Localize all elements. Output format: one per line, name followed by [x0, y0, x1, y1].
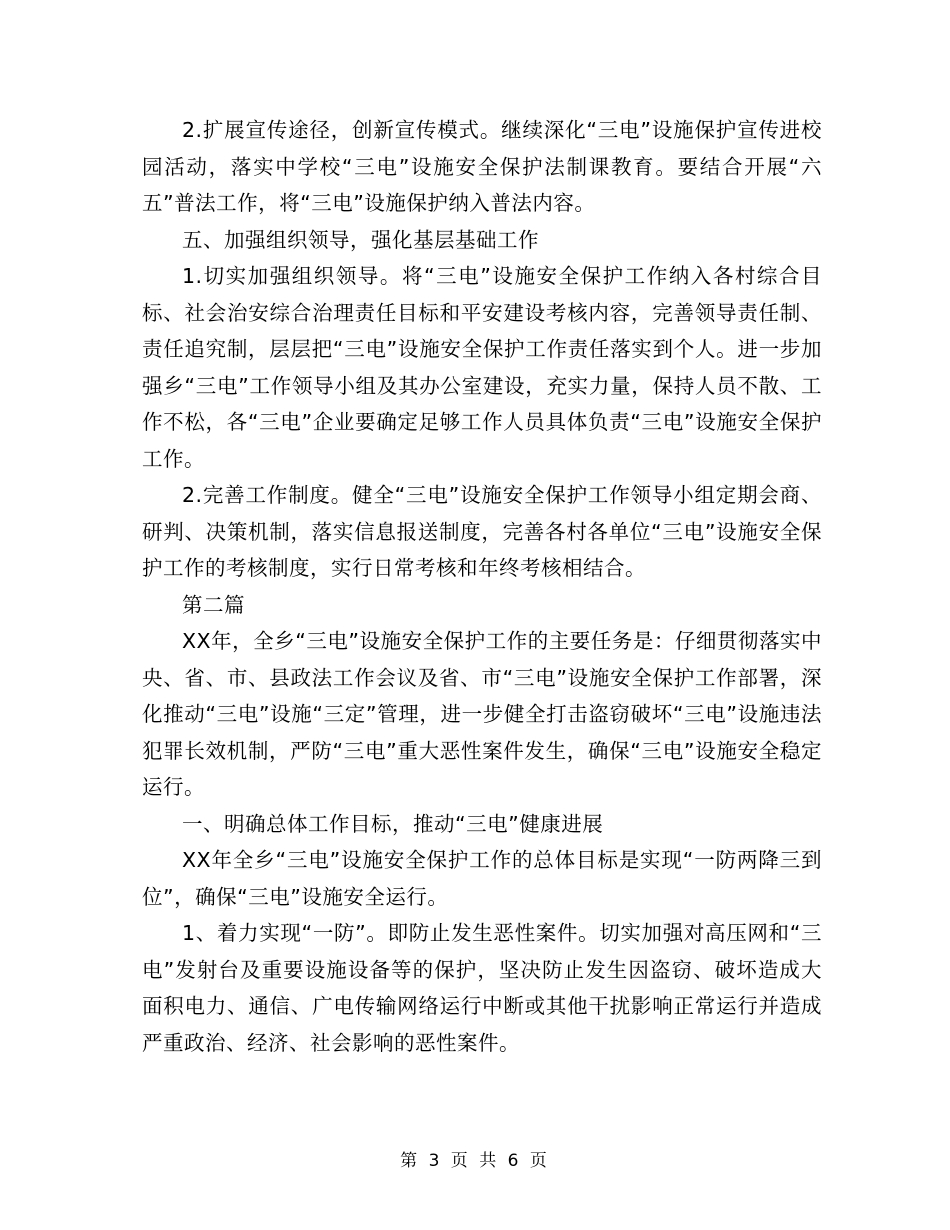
document-body — [142, 112, 822, 1061]
paragraph-publicity: 2.扩展宣传途径，创新宣传模式。继续深化“三电”设施保护宣传进校园活动，落实中学校“三电”设施安全保护法制课教育。要结合开展“六五”普法工作，将“三电”设施保护纳入普法内容。 — [142, 118, 822, 215]
paragraph-work-system: 2.完善工作制度。健全“三电”设施安全保护工作领导小组定期会商、研判、决策机制，落实信息报送制度，完善各村各单位“三电”设施安全保护工作的考核制度，实行日常考核和年终考核相结合。 — [142, 483, 822, 580]
paragraph-overall-goal: XX年全乡“三电”设施安全保护工作的总体目标是实现“一防两降三到位”，确保“三电”设施安全运行。 — [142, 848, 822, 909]
heading-section-five: 五、加强组织领导，强化基层基础工作 — [182, 227, 539, 252]
heading-section-one: 一、明确总体工作目标，推动“三电”健康进展 — [182, 811, 604, 836]
heading-part-two: 第二篇 — [182, 592, 245, 617]
paragraph-main-tasks: XX年，全乡“三电”设施安全保护工作的主要任务是：仔细贯彻落实中央、省、市、县政法工作会议及省、市“三电”设施安全保护工作部署，深化推动“三电”设施“三定”管理，进一步健全打击盗窃破坏“三电”设施违法犯罪长效机制，严防“三电”重大恶性案件发生，确保“三电”设施安全稳定运行。 — [142, 629, 822, 799]
paragraph-one-prevention: 1、着力实现“一防”。即防止发生恶性案件。切实加强对高压网和“三电”发射台及重要设施设备等的保护，坚决防止发生因盗窃、破坏造成大面积电力、通信、广电传输网络运行中断或其他干扰影响正常运行并造成严重政治、经济、社会影响的恶性案件。 — [142, 921, 822, 1055]
page-number-footer: 第 3 页 共 6 页 — [400, 1151, 550, 1171]
paragraph-leadership: 1.切实加强组织领导。将“三电”设施安全保护工作纳入各村综合目标、社会治安综合治理责任目标和平安建设考核内容，完善领导责任制、责任追究制，层层把“三电”设施安全保护工作责任落实到个人。进一步加强乡“三电”工作领导小组及其办公室建设，充实力量，保持人员不散、工作不松，各“三电”企业要确定足够工作人员具体负责“三电”设施安全保护工作。 — [142, 264, 822, 471]
